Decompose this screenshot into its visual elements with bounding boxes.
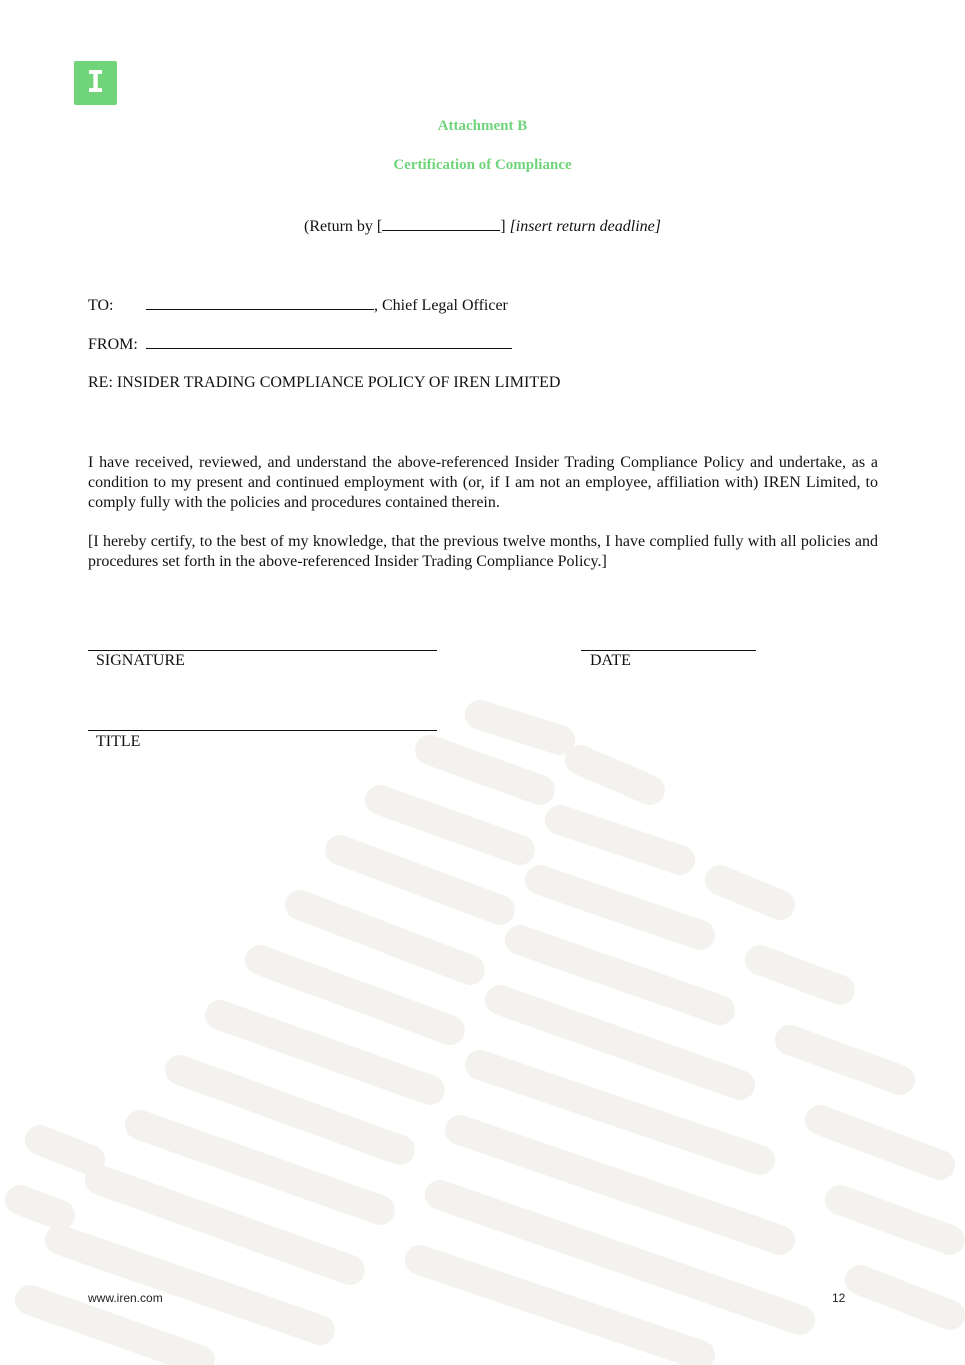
title-label: TITLE — [96, 733, 141, 750]
footer-page-number: 12 — [832, 1291, 846, 1305]
from-name-blank[interactable] — [146, 334, 512, 349]
title-line[interactable] — [88, 730, 437, 731]
to-suffix: , Chief Legal Officer — [374, 297, 508, 314]
date-label: DATE — [590, 652, 631, 669]
certification-paragraph: [I hereby certify, to the best of my knowledge, that the previous twelve months, I have complied fully with all policies and procedures set forth in the above-referenced Insider Trading Compliance Policy.] — [88, 533, 878, 570]
signature-label: SIGNATURE — [96, 652, 185, 669]
to-line — [88, 295, 508, 315]
attachment-heading: Attachment B — [437, 118, 528, 134]
return-deadline-blank[interactable] — [382, 216, 500, 231]
return-instruction: [insert return deadline] — [509, 218, 661, 235]
re-line: RE: INSIDER TRADING COMPLIANCE POLICY OF IREN LIMITED — [88, 374, 561, 391]
date-line[interactable] — [581, 650, 756, 651]
acknowledgement-paragraph: I have received, reviewed, and understand the above-referenced Insider Trading Compliance Policy and undertake, as a condition to my present and continued employment with (or, if I am not an employee, affiliation with) IREN Limited, to comply fully with the policies and procedures contained therein. — [88, 454, 878, 511]
document-title: Certification of Compliance — [393, 157, 572, 173]
iren-logo — [74, 61, 117, 105]
to-label: TO: — [88, 297, 114, 314]
return-by-line — [0, 216, 965, 236]
from-label: FROM: — [88, 336, 138, 353]
to-name-blank[interactable] — [146, 295, 374, 310]
return-suffix: ] — [500, 218, 506, 235]
footer-website: www.iren.com — [88, 1291, 163, 1305]
from-line — [88, 334, 512, 354]
return-prefix: (Return by [ — [304, 218, 383, 235]
logo-letter: I — [86, 65, 105, 100]
signature-line[interactable] — [88, 650, 437, 651]
